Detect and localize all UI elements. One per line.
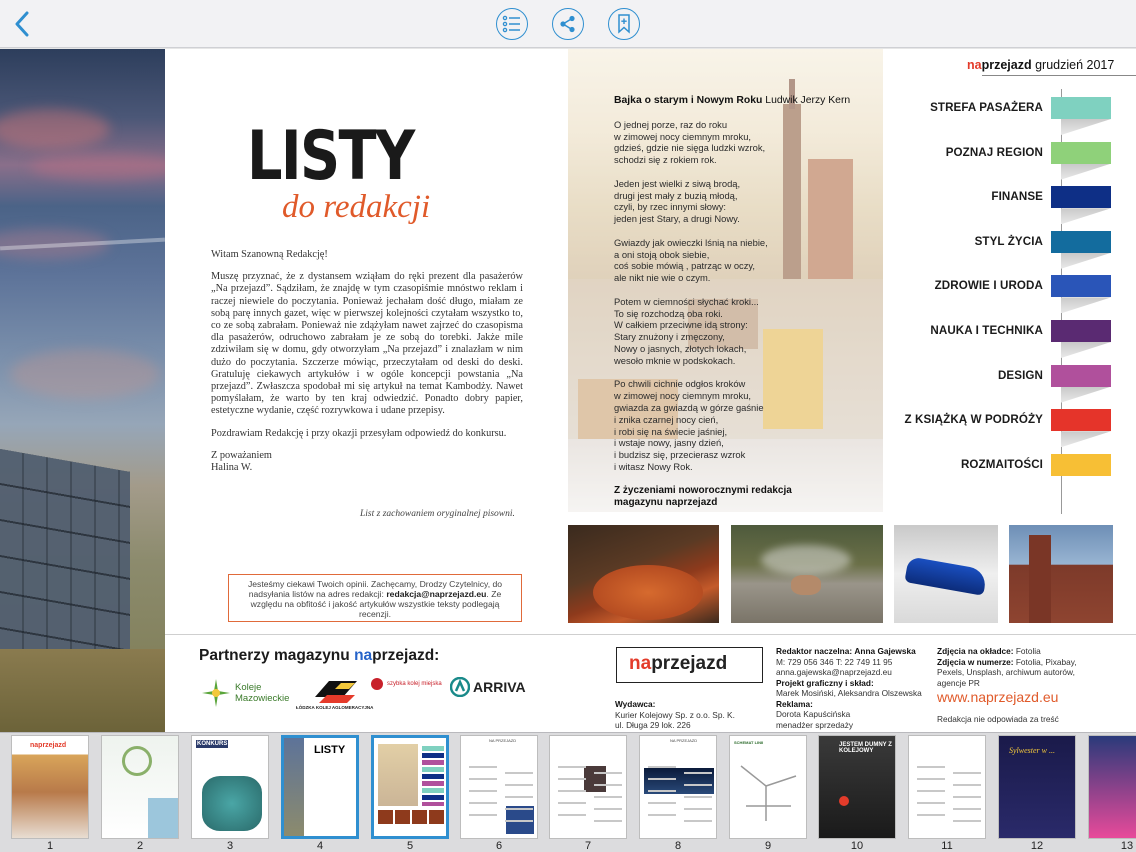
bookmark-add-button[interactable] <box>608 8 640 40</box>
page-thumbnail[interactable]: SCHEMAT LINII <box>729 735 807 839</box>
category-label: POZNAJ REGION <box>945 145 1043 159</box>
category-item[interactable] <box>883 142 1123 164</box>
category-item[interactable] <box>883 231 1123 253</box>
category-color-tab <box>1051 320 1111 342</box>
poem-title: Bajka o starym i Nowym Roku Ludwik Jerzy Kern <box>614 95 851 106</box>
page-thumbnail[interactable]: NA PRZEJAZD <box>639 735 717 839</box>
page-number: 8 <box>674 840 682 852</box>
category-label: STREFA PASAŻERA <box>930 101 1043 114</box>
poem-author: Ludwik Jerzy Kern <box>765 95 851 106</box>
page-thumbnail-strip[interactable] <box>0 732 1136 852</box>
category-item[interactable] <box>883 320 1123 342</box>
page-number: 3 <box>226 840 234 852</box>
category-color-tab <box>1051 409 1111 431</box>
category-item[interactable] <box>883 186 1123 208</box>
top-toolbar <box>0 0 1136 48</box>
back-button[interactable] <box>8 8 36 40</box>
masthead: naprzejazd grudzień 2017 <box>967 58 1115 72</box>
page-thumbnail[interactable]: LISTY <box>281 735 359 839</box>
poem-stanza: Potem w ciemności słychać kroki... To się rozchodzą oba roki. W całkiem przeciwne idą strony: Stary znużony i zmęczony, Nowy o jasnych, złotych lokach, wesoło mknie w podskokach. <box>614 295 759 366</box>
category-item[interactable] <box>883 275 1123 297</box>
partners-heading: Partnerzy magazynu naprzejazd: <box>199 647 440 664</box>
category-color-tab <box>1051 142 1111 164</box>
letter-closing: Pozdrawiam Redakcję i przy okazji przesyłam odpowiedź do konkursu. <box>211 427 507 439</box>
category-item[interactable] <box>883 97 1123 119</box>
partner-lka[interactable]: ŁÓDZKA KOLEJ AGLOMERACYJNA <box>296 677 373 710</box>
page-number: 2 <box>136 840 144 852</box>
share-button[interactable] <box>552 8 584 40</box>
page-thumbnail[interactable] <box>549 735 627 839</box>
poem-stanza: Jeden jest wielki z siwą brodą, drugi jest mały z buzią młodą, czyli, by rzec innymi słowy: jeden jest Stary, a drugi Nowy. <box>614 177 741 225</box>
page-thumbnail[interactable]: naprzejazd <box>11 735 89 839</box>
magazine-spread[interactable] <box>0 49 1136 732</box>
poem-stanza: O jednej porze, raz do roku w zimowej nocy ciemnym mroku, gdzieś, gdzie nie sięga ludzki wzrok, schodzi się z rokiem rok. <box>614 118 766 166</box>
page-thumbnail[interactable] <box>371 735 449 839</box>
photo-credits: Zdjęcia na okładce: Fotolia Zdjęcia w numerze: Fotolia, Pixabay, Pexels, Unsplash, archiwum autorów, agencje PR <box>937 646 1077 688</box>
photo-hot-springs <box>731 525 883 623</box>
category-item[interactable] <box>883 454 1123 476</box>
page-number: 13 <box>1120 840 1134 852</box>
lodzka-kolej-aglomeracyjna-logo-icon <box>309 677 361 705</box>
category-label: STYL ŻYCIA <box>974 234 1043 248</box>
letter-body <box>211 249 523 484</box>
page-thumbnail[interactable]: NA PRZEJAZD <box>460 735 538 839</box>
category-color-tab <box>1051 97 1111 119</box>
editorial-info: Redaktor naczelna: Anna Gajewska M: 729 056 346 T: 22 749 11 95 anna.gajewska@naprzejazd.eu Projekt graficzny i skład: Marek Mosiński, Aleksandra Olszewska Reklama: Dorota Kapuścińska menadżer sprzedaży <box>776 646 922 730</box>
category-label: ZDROWIE I URODA <box>934 279 1043 293</box>
page-number: 1 <box>46 840 54 852</box>
bookmark-add-icon <box>616 14 632 34</box>
page-number: 11 <box>941 840 953 852</box>
page-number: 7 <box>584 840 592 852</box>
koleje-mazowieckie-logo-icon <box>200 677 232 709</box>
callout-email[interactable]: redakcja@naprzejazd.eu <box>386 589 487 599</box>
partner-koleje-mazowieckie[interactable]: Koleje Mazowieckie <box>200 677 289 709</box>
category-label: NAUKA I TECHNIKA <box>930 324 1043 337</box>
page-number: 12 <box>1030 840 1044 852</box>
poem-signoff: Z życzeniami noworocznymi redakcja magazynu naprzejazd <box>614 484 792 508</box>
brand-logo: naprzejazd <box>616 647 763 683</box>
page-thumbnail[interactable]: KONKURS <box>191 735 269 839</box>
category-label: Z KSIĄŻKĄ W PODRÓŻY <box>904 413 1043 427</box>
category-label: ROZMAITOŚCI <box>960 457 1043 471</box>
category-item[interactable] <box>883 365 1123 387</box>
partner-arriva[interactable]: ARRIVA <box>450 677 526 697</box>
grass-field <box>0 649 165 732</box>
category-color-tab <box>1051 275 1111 297</box>
arriva-logo-icon <box>450 677 470 697</box>
chevron-left-icon <box>13 11 31 37</box>
photo-brick-building <box>1009 525 1113 623</box>
letters-page <box>165 49 568 634</box>
category-color-tab <box>1051 454 1111 476</box>
publisher-info: Wydawca: Kurier Kolejowy Sp. z o.o. Sp. K. ul. Długa 29 lok. 226 <box>615 699 735 730</box>
page-number: 4 <box>316 840 324 852</box>
page-number: 6 <box>495 840 503 852</box>
letter-note: List z zachowaniem oryginalnej pisowni. <box>360 509 515 519</box>
page-title: LISTY <box>247 117 414 196</box>
poem-stanza: Gwiazdy jak owieczki lśnią na niebie, a oni stoją obok siebie, coś sobie mówią , patrząc w oczy, ale nikt nie wie o czym. <box>614 236 768 284</box>
page-number: 9 <box>764 840 772 852</box>
partner-skm[interactable]: szybka kolej miejska <box>370 677 442 691</box>
category-label: DESIGN <box>997 368 1043 382</box>
category-label: FINANSE <box>991 190 1043 204</box>
page-thumbnail[interactable] <box>908 735 986 839</box>
page-thumbnail[interactable] <box>101 735 179 839</box>
letter-text: Muszę przyznać, że z dystansem wziąłam do ręki prezent dla pasażerów „Na przejazd”. Sądziłam, że znajdę w tym czasopiśmie mnóstwo reklam i raczej niewiele do poczytania. Ponieważ jechałam dość długo, miałam ze sobą parę innych gazet, więc w pierwszej kolejności czytałam wszystko to, co ze sobą zabrałam. Ponieważ nie zdążyłam nawet zajrzeć do czasopisma dla pasażerów, odruchowo zabrałam je ze sobą do torebki. Jakże mile zdziwiłam się w domu, gdy otworzyłam „Na przejazd” i znalazłam w nim dużo do poczytania. Szczerze mówiąc, przeczytałam od deski do deski. Gratuluję ciekawych artykułów i w ogóle koncepcji powstania „Na przejazd”. Zwłaszcza spodobał mi się artykuł na temat Kambodży. Nawet pomyślałam, że warto by ten kraj odwiedzić. Ponadto dobry papier, estetyczne wydanie, część rozrywkowa i udane przepisy. <box>211 271 523 417</box>
issue-date: grudzień 2017 <box>1035 58 1115 72</box>
poem <box>614 95 874 510</box>
category-item[interactable] <box>883 409 1123 431</box>
share-icon <box>559 15 577 33</box>
callout-box: Jesteśmy ciekawi Twoich opinii. Zachęcamy, Drodzy Czytelnicy, do nadsyłania listów na adres redakcji: redakcja@naprzejazd.eu. Ze względu na obfitość i jakość artykułów wszystkie teksty podlegają recenzji. <box>228 574 522 622</box>
page-thumbnail[interactable]: JESTEM DUMNY Z KOLEJOWY <box>818 735 896 839</box>
photo-car <box>894 525 998 623</box>
skm-logo-icon <box>370 677 384 691</box>
table-of-contents-icon <box>502 15 522 33</box>
poem-stanza: Po chwili cichnie odgłos kroków w zimowej nocy ciemnym mroku, gwiazda za gwiazdą w górze gaśnie i znika czarnej nocy cień, i robi się na świecie jaśniej, i wstaje nowy, jasny dzień, i budzisz się, przecierasz wzrok i witasz Nowy Rok. <box>614 378 764 472</box>
category-color-tab <box>1051 231 1111 253</box>
page-thumbnail[interactable]: Sylwester w ... <box>998 735 1076 839</box>
category-color-tab <box>1051 365 1111 387</box>
letter-greeting: Witam Szanowną Redakcję! <box>211 249 328 260</box>
page-thumbnail[interactable] <box>1088 735 1136 839</box>
photo-food <box>568 525 719 623</box>
page-number: 5 <box>406 840 414 852</box>
disclaimer: Redakcja nie odpowiada za treść <box>937 714 1059 724</box>
table-of-contents-button[interactable] <box>496 8 528 40</box>
letter-signature: Z poważaniem Halina W. <box>211 449 272 474</box>
page-subtitle: do redakcji <box>282 189 431 225</box>
website-link[interactable]: www.naprzejazd.eu <box>937 689 1059 705</box>
page-number: 10 <box>850 840 864 852</box>
category-color-tab <box>1051 186 1111 208</box>
